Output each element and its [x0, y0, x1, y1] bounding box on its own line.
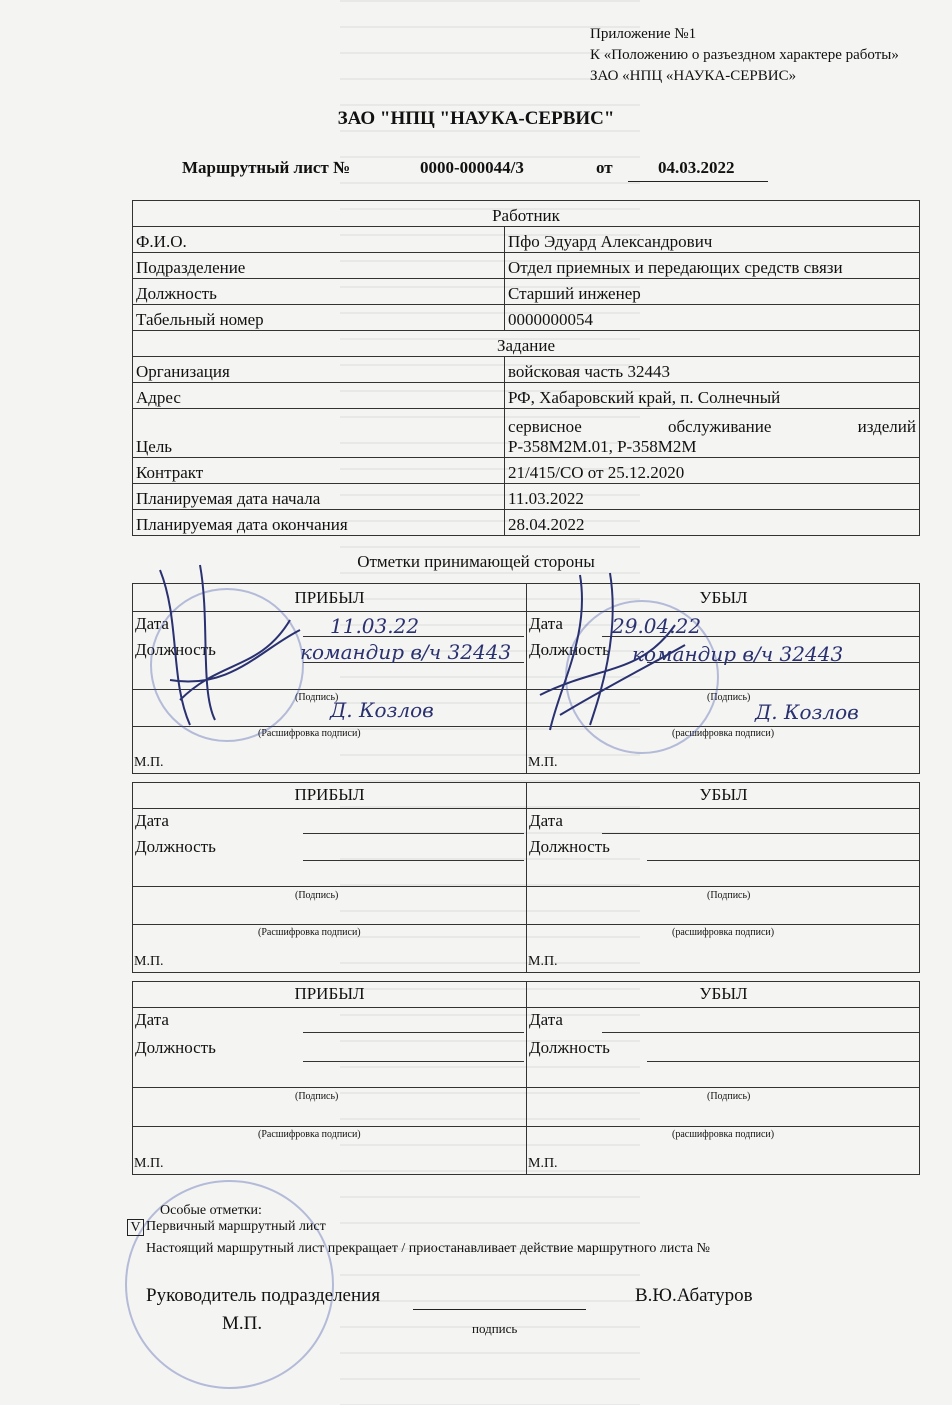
decoding-caption: (расшифровка подписи): [672, 1129, 775, 1140]
table-row: [133, 357, 920, 383]
date-field-line: [303, 833, 524, 834]
date-field-line: [602, 1032, 920, 1033]
route-date-underline: [628, 181, 768, 182]
handwritten-depart-date: 29.04.22: [612, 614, 702, 638]
signature-caption: подпись: [472, 1321, 518, 1336]
position-label: Должность: [135, 1038, 216, 1057]
route-info-table: [132, 200, 920, 536]
tab-number-label: Табельный номер: [133, 305, 505, 331]
task-section-title: Задание: [133, 331, 920, 357]
footer-mp-label: М.П.: [222, 1313, 263, 1334]
goal-line-2: Р-358М2М.01, Р-358М2М: [508, 437, 697, 456]
position-field-line: [647, 1061, 920, 1062]
route-sheet-from-label: от: [596, 158, 613, 177]
position-field-line: [303, 860, 524, 861]
table-row: [133, 383, 920, 409]
divider: [133, 1126, 526, 1127]
termination-notice: Настоящий маршрутный лист прекращает / приостанавливает действие маршрутного листа №: [146, 1241, 710, 1256]
signature-left-scribble: [140, 560, 310, 730]
departed-title: УБЫЛ: [699, 984, 748, 1003]
tab-number-value: 0000000054: [505, 305, 920, 331]
address-value: РФ, Хабаровский край, п. Солнечный: [505, 383, 920, 409]
arrived-title: ПРИБЫЛ: [294, 984, 365, 1003]
mp-label: М.П.: [134, 755, 164, 770]
date-label: Дата: [529, 614, 563, 633]
goal-word: обслуживание: [668, 417, 772, 436]
end-date-value: 28.04.2022: [505, 510, 920, 536]
departed-section-3: [526, 982, 920, 1174]
organization-label: Организация: [133, 357, 505, 383]
start-date-value: 11.03.2022: [505, 484, 920, 510]
mp-label: М.П.: [134, 1156, 164, 1171]
company-title: ЗАО "НПЦ "НАУКА-СЕРВИС": [337, 108, 615, 129]
position-label: Должность: [133, 279, 505, 305]
appendix-line-2: К «Положению о разъездном характере работы»: [590, 47, 899, 63]
fio-value: Пфо Эдуард Александрович: [505, 227, 920, 253]
divider: [527, 924, 920, 925]
employee-section-title: Работник: [133, 201, 920, 227]
departed-title: УБЫЛ: [699, 785, 748, 804]
route-sheet-number: 0000-000044/3: [420, 158, 524, 177]
handwritten-arrive-name: Д. Козлов: [330, 698, 434, 722]
table-row: [133, 227, 920, 253]
signature-caption: (Подпись): [707, 1091, 751, 1102]
table-row: [133, 409, 920, 458]
arrived-section-3: [133, 982, 526, 1174]
decoding-caption: (Расшифровка подписи): [258, 927, 361, 938]
divider: [527, 1087, 920, 1088]
marks-block-2: [132, 782, 920, 973]
divider: [133, 1087, 526, 1088]
signature-caption: (Подпись): [295, 692, 339, 703]
decoding-caption: (расшифровка подписи): [672, 728, 775, 739]
arrived-section-2: [133, 783, 526, 972]
table-row: [133, 458, 920, 484]
departed-title: УБЫЛ: [699, 588, 748, 607]
arrived-title: ПРИБЫЛ: [294, 588, 365, 607]
address-label: Адрес: [133, 383, 505, 409]
table-row: [133, 484, 920, 510]
departed-section-2: [526, 783, 920, 972]
table-row: [133, 305, 920, 331]
receiving-party-marks-title: Отметки принимающей стороны: [357, 552, 595, 571]
position-label: Должность: [529, 1038, 610, 1057]
department-value: Отдел приемных и передающих средств связи: [505, 253, 920, 279]
divider: [527, 1126, 920, 1127]
goal-line-1: [508, 417, 916, 437]
divider: [527, 1007, 920, 1008]
position-label: Должность: [529, 640, 610, 659]
decoding-caption: (расшифровка подписи): [672, 927, 775, 938]
employee-section-row: [133, 201, 920, 227]
signature-caption: (Подпись): [295, 890, 339, 901]
special-marks-label: Особые отметки:: [160, 1203, 262, 1218]
mp-label: М.П.: [528, 755, 558, 770]
date-label: Дата: [529, 811, 563, 830]
signature-caption: (Подпись): [295, 1091, 339, 1102]
goal-value: [505, 409, 920, 458]
handwritten-arrive-date: 11.03.22: [330, 614, 420, 638]
position-field-line: [647, 860, 920, 861]
route-sheet-date: 04.03.2022: [658, 158, 735, 177]
position-label: Должность: [135, 837, 216, 856]
decoding-caption: (Расшифровка подписи): [258, 1129, 361, 1140]
appendix-line-3: ЗАО «НПЦ «НАУКА-СЕРВИС»: [590, 68, 797, 84]
department-label: Подразделение: [133, 253, 505, 279]
head-of-department-label: Руководитель подразделения: [146, 1285, 381, 1306]
mp-label: М.П.: [134, 954, 164, 969]
position-label: Должность: [135, 640, 216, 659]
head-signature-line: [413, 1309, 586, 1310]
primary-sheet-label: Первичный маршрутный лист: [146, 1219, 326, 1234]
signature-caption: (Подпись): [707, 890, 751, 901]
position-label: Должность: [529, 837, 610, 856]
marks-block-3: [132, 981, 920, 1175]
goal-word: сервисное: [508, 417, 582, 436]
table-row: [133, 253, 920, 279]
end-date-label: Планируемая дата окончания: [133, 510, 505, 536]
date-label: Дата: [529, 1010, 563, 1029]
date-label: Дата: [135, 1010, 169, 1029]
arrived-title: ПРИБЫЛ: [294, 785, 365, 804]
signature-caption: (Подпись): [707, 692, 751, 703]
mp-label: М.П.: [528, 1156, 558, 1171]
divider: [133, 886, 526, 887]
date-field-line: [602, 833, 920, 834]
primary-sheet-checkbox[interactable]: V: [127, 1219, 144, 1236]
decoding-caption: (Расшифровка подписи): [258, 728, 361, 739]
mp-label: М.П.: [528, 954, 558, 969]
head-name: В.Ю.Абатуров: [635, 1285, 753, 1306]
date-label: Дата: [135, 811, 169, 830]
goal-word: изделий: [857, 417, 916, 436]
divider: [133, 924, 526, 925]
handwritten-depart-name: Д. Козлов: [755, 700, 859, 724]
handwritten-depart-position: командир в/ч 32443: [632, 642, 844, 666]
divider: [133, 808, 526, 809]
table-row: [133, 510, 920, 536]
divider: [527, 808, 920, 809]
table-row: [133, 279, 920, 305]
task-section-row: [133, 331, 920, 357]
appendix-header: [590, 24, 899, 87]
appendix-line-1: Приложение №1: [590, 26, 697, 42]
start-date-label: Планируемая дата начала: [133, 484, 505, 510]
fio-label: Ф.И.О.: [133, 227, 505, 253]
handwritten-arrive-position: командир в/ч 32443: [300, 640, 512, 664]
goal-label: Цель: [133, 409, 505, 458]
divider: [133, 1007, 526, 1008]
divider: [527, 886, 920, 887]
position-field-line: [303, 1061, 524, 1062]
organization-value: войсковая часть 32443: [505, 357, 920, 383]
contract-label: Контракт: [133, 458, 505, 484]
position-value: Старший инженер: [505, 279, 920, 305]
route-sheet-label: Маршрутный лист №: [182, 158, 351, 177]
date-field-line: [303, 1032, 524, 1033]
date-label: Дата: [135, 614, 169, 633]
contract-value: 21/415/СО от 25.12.2020: [505, 458, 920, 484]
